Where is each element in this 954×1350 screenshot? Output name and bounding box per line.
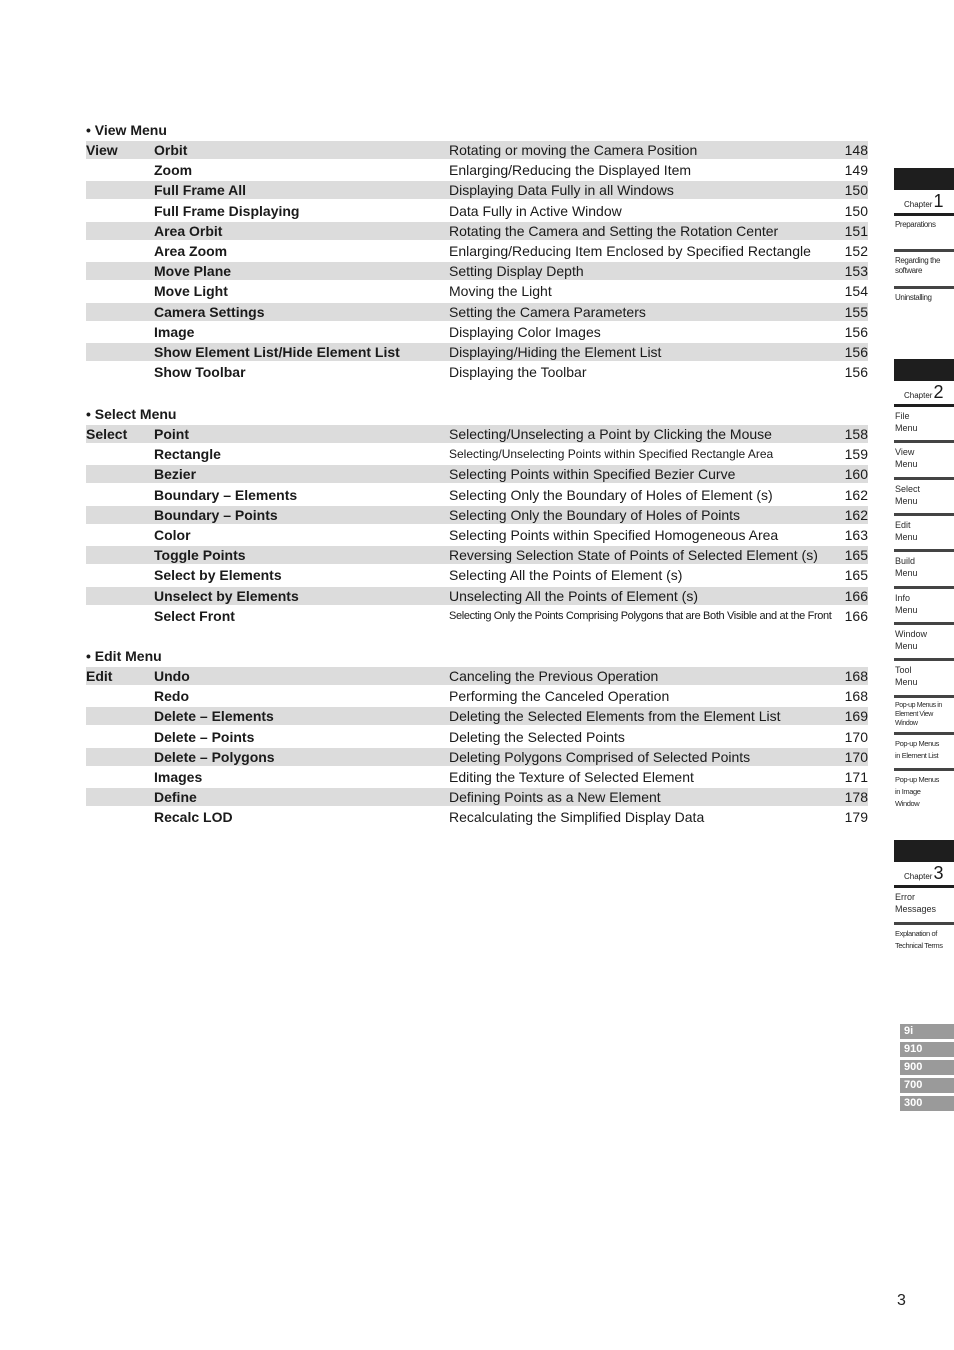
page-cell[interactable]: 151: [844, 222, 868, 239]
table-row: [86, 323, 868, 341]
divider: [894, 885, 954, 888]
page-cell[interactable]: 171: [844, 768, 868, 785]
table-row: [86, 425, 868, 443]
divider: [894, 440, 954, 443]
table-row: [86, 282, 868, 300]
command-cell: Boundary – Points: [154, 506, 278, 523]
table-row: [86, 363, 868, 381]
model-badge[interactable]: 900: [900, 1060, 954, 1075]
page-cell[interactable]: 166: [844, 587, 868, 604]
command-cell: Orbit: [154, 142, 188, 158]
description-cell: Performing the Canceled Operation: [449, 688, 670, 705]
tab-regarding-the-software[interactable]: Regarding the software: [895, 256, 941, 275]
tab-build-menu[interactable]: Build Menu: [895, 556, 918, 578]
section-title: • View Menu: [86, 122, 167, 138]
command-cell: Move Plane: [154, 263, 232, 280]
table-row: [86, 788, 868, 806]
description-cell: Enlarging/Reducing the Displayed Item: [449, 162, 692, 179]
page-cell[interactable]: 168: [844, 688, 868, 705]
model-badge[interactable]: 9i: [900, 1024, 954, 1039]
command-cell: Area Orbit: [154, 222, 223, 239]
page-cell[interactable]: 156: [844, 323, 868, 340]
table-row: [86, 161, 868, 179]
table-row: [86, 445, 868, 463]
table-row: [86, 465, 868, 483]
page-cell[interactable]: 169: [844, 708, 868, 725]
edit-menu-section: [86, 647, 868, 829]
tab-tool-menu[interactable]: Tool Menu: [895, 665, 918, 687]
table-row: [86, 768, 868, 786]
table-row: [86, 687, 868, 705]
page-cell[interactable]: 160: [844, 466, 868, 483]
chapter-1-block[interactable]: [894, 168, 954, 190]
model-badge[interactable]: 300: [900, 1096, 954, 1111]
tab-info-menu[interactable]: Info Menu: [895, 593, 918, 615]
divider: [894, 622, 954, 625]
command-cell: Move Light: [154, 283, 228, 300]
command-cell: Rectangle: [154, 446, 221, 463]
divider: [894, 658, 954, 661]
divider: [894, 404, 954, 407]
menu-cell: [86, 546, 154, 564]
tab-popup-element-view[interactable]: Pop-up Menus in Element View Window: [895, 702, 942, 727]
command-cell: Select Front: [154, 607, 235, 624]
page-cell[interactable]: 165: [844, 547, 868, 564]
page-cell[interactable]: 156: [844, 364, 868, 381]
description-cell: Unselecting All the Points of Element (s): [449, 587, 699, 604]
tab-uninstalling[interactable]: Uninstalling: [895, 293, 932, 302]
tab-file-menu[interactable]: File Menu: [895, 411, 918, 433]
description-cell: Defining Points as a New Element: [449, 789, 661, 806]
page-cell[interactable]: 165: [844, 567, 868, 584]
description-cell: Rotating the Camera and Setting the Rotation Center: [449, 222, 779, 239]
description-cell: Deleting Polygons Comprised of Selected Points: [449, 748, 751, 765]
command-cell: Image: [154, 323, 195, 340]
tab-window-menu[interactable]: Window Menu: [895, 629, 928, 651]
description-cell: Canceling the Previous Operation: [449, 668, 659, 684]
description-cell: Data Fully in Active Window: [449, 202, 622, 219]
divider: [894, 286, 954, 289]
table-row: [86, 748, 868, 766]
divider: [894, 586, 954, 589]
menu-cell: [86, 202, 154, 220]
description-cell: Displaying Data Fully in all Windows: [449, 182, 674, 199]
page-cell[interactable]: 162: [844, 486, 868, 503]
chapter-3-block[interactable]: [894, 840, 954, 862]
model-badge[interactable]: 700: [900, 1078, 954, 1093]
menu-cell: [86, 768, 154, 786]
section-title: • Select Menu: [86, 406, 177, 422]
command-cell: Camera Settings: [154, 303, 265, 320]
table-row: [86, 303, 868, 321]
description-cell: Moving the Light: [449, 283, 552, 300]
chapter-2-block[interactable]: [894, 359, 954, 381]
description-cell: Deleting the Selected Points: [449, 728, 625, 745]
table-row: [86, 141, 868, 159]
page-cell[interactable]: 150: [844, 182, 868, 199]
page-cell[interactable]: 152: [844, 242, 868, 259]
menu-cell: [86, 343, 154, 361]
table-row: [86, 607, 868, 625]
description-cell: Recalculating the Simplified Display Data: [449, 809, 705, 826]
menu-cell: [86, 445, 154, 463]
command-cell: Full Frame All: [154, 182, 247, 199]
command-cell: Full Frame Displaying: [154, 202, 300, 219]
description-cell: Displaying Color Images: [449, 323, 601, 340]
tab-popup-image-window[interactable]: Pop-up Menus in Image Window: [895, 775, 939, 808]
table-row: [86, 242, 868, 260]
description-cell: Selecting Points within Specified Bezier Curve: [449, 466, 736, 483]
description-cell: Enlarging/Reducing Item Enclosed by Specified Rectangle: [449, 242, 811, 259]
description-cell: Selecting/Unselecting a Point by Clicking the Mouse: [449, 426, 772, 442]
menu-cell: [86, 788, 154, 806]
divider: [894, 549, 954, 552]
section-title: • Edit Menu: [86, 648, 162, 664]
page-cell[interactable]: 154: [844, 283, 868, 300]
divider: [894, 922, 954, 925]
page-number: 3: [897, 1292, 906, 1309]
view-menu-section: [86, 121, 868, 383]
chapter-2-label: Chapter2: [904, 382, 944, 402]
command-cell: Delete – Elements: [154, 708, 274, 725]
page-cell[interactable]: 178: [844, 789, 868, 806]
menu-cell: [86, 465, 154, 483]
table-row: [86, 222, 868, 240]
table-row: [86, 526, 868, 544]
tab-popup-element-list[interactable]: Pop-up Menus in Element List: [895, 739, 939, 760]
page-cell[interactable]: 179: [844, 809, 868, 826]
table-row: [86, 808, 868, 826]
table-row: [86, 506, 868, 524]
tab-preparations[interactable]: Preparations: [895, 220, 936, 229]
command-cell: Bezier: [154, 466, 197, 483]
page-cell[interactable]: 150: [844, 202, 868, 219]
description-cell: Selecting Points within Specified Homogeneous Area: [449, 526, 779, 543]
menu-cell: [86, 363, 154, 381]
menu-cell: [86, 587, 154, 605]
menu-cell: Edit: [86, 668, 113, 684]
menu-cell: [86, 262, 154, 280]
command-cell: Select by Elements: [154, 567, 282, 584]
page-cell[interactable]: 168: [844, 668, 868, 684]
command-cell: Recalc LOD: [154, 809, 233, 826]
table-row: [86, 667, 868, 685]
command-cell: Point: [154, 426, 189, 442]
table-row: [86, 343, 868, 361]
command-cell: Show Element List/Hide Element List: [154, 343, 400, 360]
divider: [894, 213, 954, 216]
chapter-1-label: Chapter1: [904, 191, 944, 211]
divider: [894, 732, 954, 735]
menu-cell: View: [86, 142, 118, 158]
table-row: [86, 202, 868, 220]
menu-cell: [86, 808, 154, 826]
page-cell[interactable]: 170: [844, 728, 868, 745]
command-cell: Delete – Points: [154, 728, 255, 745]
description-cell: Editing the Texture of Selected Element: [449, 768, 694, 785]
command-cell: Redo: [154, 688, 189, 705]
tab-edit-menu[interactable]: Edit Menu: [895, 520, 918, 542]
menu-cell: [86, 728, 154, 746]
divider: [894, 695, 954, 698]
divider: [894, 249, 954, 252]
description-cell: Selecting Only the Boundary of Holes of Points: [449, 506, 741, 523]
tab-error-messages[interactable]: Error Messages: [895, 892, 937, 914]
page-cell[interactable]: 170: [844, 748, 868, 765]
page-cell[interactable]: 153: [844, 263, 868, 280]
select-menu-section: [86, 405, 868, 627]
table-row: [86, 587, 868, 605]
command-cell: Images: [154, 768, 203, 785]
menu-cell: [86, 242, 154, 260]
menu-cell: Select: [86, 426, 128, 442]
chapter-3-label: Chapter3: [904, 863, 944, 883]
page-cell[interactable]: 162: [844, 506, 868, 523]
description-cell: Selecting Only the Points Comprising Polygons that are Both Visible and at the Front: [449, 609, 832, 622]
menu-cell: [86, 181, 154, 199]
page-cell[interactable]: 155: [844, 303, 868, 320]
menu-cell: [86, 748, 154, 766]
description-cell: Displaying the Toolbar: [449, 364, 587, 381]
page-cell[interactable]: 163: [844, 526, 868, 543]
command-cell: Unselect by Elements: [154, 587, 299, 604]
tab-view-menu[interactable]: View Menu: [895, 447, 918, 469]
page-cell[interactable]: 148: [844, 142, 868, 158]
command-cell: Area Zoom: [154, 242, 228, 259]
command-cell: Define: [154, 789, 197, 806]
page-cell[interactable]: 166: [844, 607, 868, 624]
menu-cell: [86, 161, 154, 179]
command-cell: Delete – Polygons: [154, 748, 275, 765]
command-cell: Toggle Points: [154, 547, 246, 564]
description-cell: Rotating or moving the Camera Position: [449, 142, 698, 158]
command-cell: Zoom: [154, 162, 193, 179]
description-cell: Setting the Camera Parameters: [449, 303, 646, 320]
command-cell: Color: [154, 526, 191, 543]
page-cell[interactable]: 149: [844, 162, 868, 179]
menu-cell: [86, 323, 154, 341]
menu-cell: [86, 222, 154, 240]
menu-cell: [86, 282, 154, 300]
menu-cell: [86, 687, 154, 705]
menu-cell: [86, 566, 154, 584]
divider: [894, 477, 954, 480]
tab-select-menu[interactable]: Select Menu: [895, 484, 921, 506]
description-cell: Reversing Selection State of Points of Selected Element (s): [449, 547, 818, 564]
divider: [894, 768, 954, 771]
command-table: [86, 425, 868, 625]
page-cell[interactable]: 158: [844, 426, 868, 442]
tab-technical-terms[interactable]: Explanation of Technical Terms: [895, 929, 943, 950]
description-cell: Displaying/Hiding the Element List: [449, 343, 662, 360]
description-cell: Selecting Only the Boundary of Holes of Element (s): [449, 486, 773, 503]
command-cell: Show Toolbar: [154, 364, 246, 381]
command-cell: Undo: [154, 668, 190, 684]
table-row: [86, 486, 868, 504]
menu-cell: [86, 607, 154, 625]
command-cell: Boundary – Elements: [154, 486, 298, 503]
table-row: [86, 262, 868, 280]
page-cell[interactable]: 159: [844, 446, 868, 463]
table-row: [86, 728, 868, 746]
menu-cell: [86, 303, 154, 321]
divider: [894, 513, 954, 516]
menu-cell: [86, 707, 154, 725]
table-row: [86, 566, 868, 584]
menu-cell: [86, 526, 154, 544]
table-row: [86, 181, 868, 199]
table-row: [86, 546, 868, 564]
model-badge[interactable]: 910: [900, 1042, 954, 1057]
description-cell: Selecting/Unselecting Points within Specified Rectangle Area: [449, 447, 774, 462]
page-cell[interactable]: 156: [844, 343, 868, 360]
command-table: [86, 667, 868, 826]
command-table: [86, 141, 868, 381]
description-cell: Deleting the Selected Elements from the Element List: [449, 708, 781, 725]
description-cell: Selecting All the Points of Element (s): [449, 567, 683, 584]
menu-cell: [86, 506, 154, 524]
table-row: [86, 707, 868, 725]
menu-cell: [86, 486, 154, 504]
description-cell: Setting Display Depth: [449, 263, 584, 280]
